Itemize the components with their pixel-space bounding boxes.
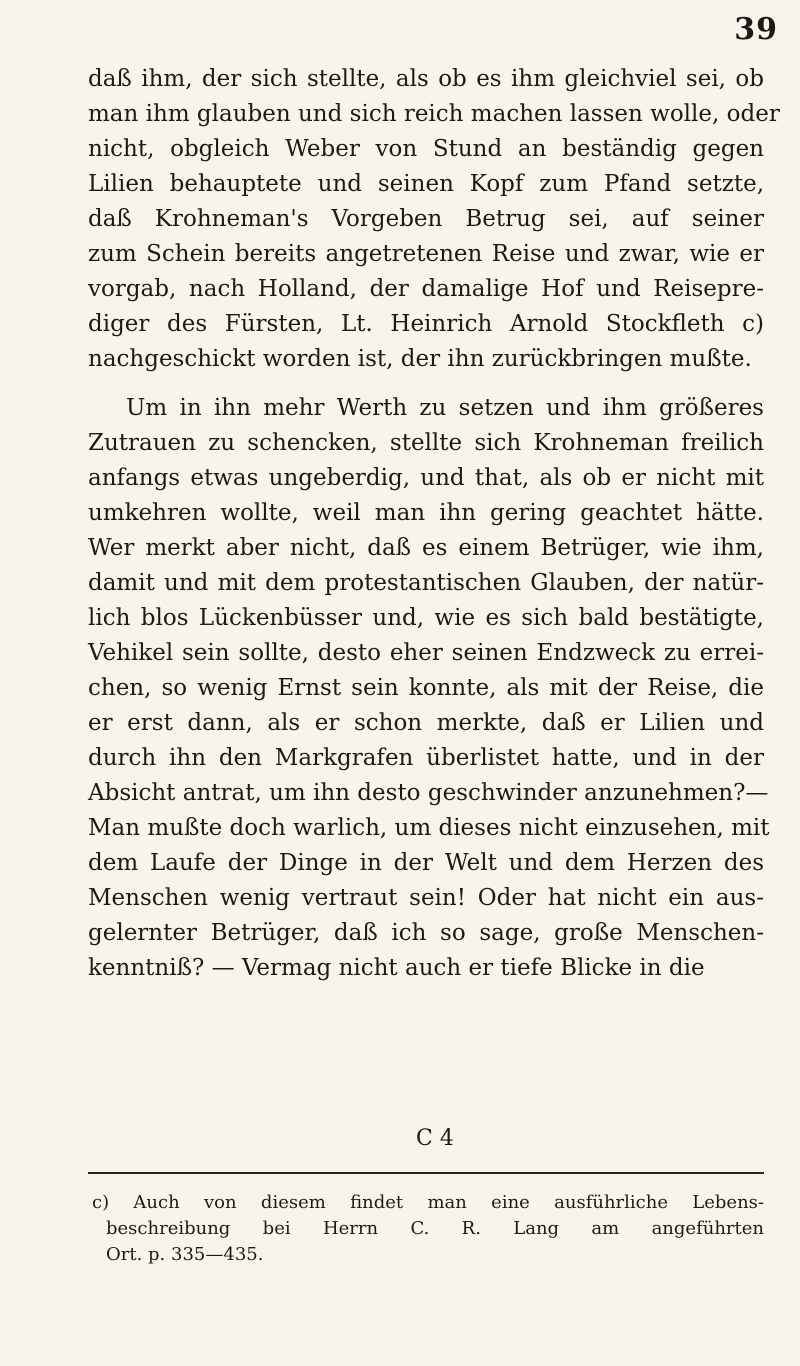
text-line: Um in ihn mehr Werth zu setzen und ihm größeres [126,395,764,421]
text-line: vorgab, nach Holland, der damalige Hof und Reisepre- [88,276,764,302]
text-line: nicht, obgleich Weber von Stund an beständig gegen [88,136,764,162]
text-line: gelernter Betrüger, daß ich so sage, große Menschen- [88,920,764,946]
text-line: chen, so wenig Ernst sein konnte, als mit der Reise, die [88,675,764,701]
text-line: Zutrauen zu schencken, stellte sich Krohneman freilich [88,430,764,456]
text-line: daß ihm, der sich stellte, als ob es ihm gleichviel sei, ob [88,66,764,92]
text-line: man ihm glauben und sich reich machen lassen wolle, oder [88,101,780,127]
page-number: 39 [734,12,778,47]
body-text [88,62,780,986]
footnote [92,1190,764,1268]
text-line: nachgeschickt worden ist, der ihn zurückbringen mußte. [88,346,752,372]
text-line: lich blos Lückenbüsser und, wie es sich bald bestätigte, [88,605,764,631]
text-line: Menschen wenig vertraut sein! Oder hat nicht ein aus- [88,885,764,911]
text-line: damit und mit dem protestantischen Glauben, der natür- [88,570,764,596]
text-line: anfangs etwas ungeberdig, und that, als ob er nicht mit [88,465,764,491]
text-line: diger des Fürsten, Lt. Heinrich Arnold Stockfleth c) [88,311,764,337]
signature-mark: C 4 [416,1126,454,1151]
text-line: dem Laufe der Dinge in der Welt und dem Herzen des [88,850,764,876]
text-line: er erst dann, als er schon merkte, daß er Lilien und [88,710,764,736]
text-line: Absicht antrat, um ihn desto geschwinder anzunehmen?— [88,780,769,806]
text-line: Lilien behauptete und seinen Kopf zum Pfand setzte, [88,171,764,197]
footnote-line: beschreibung bei Herrn C. R. Lang am angeführten [106,1218,764,1239]
text-line: Vehikel sein sollte, desto eher seinen Endzweck zu errei- [88,640,764,666]
text-line: zum Schein bereits angetretenen Reise und zwar, wie er [88,241,764,267]
footnote-line: c) Auch von diesem findet man eine ausführliche Lebens- [92,1192,764,1213]
text-line: Man mußte doch warlich, um dieses nicht einzusehen, mit [88,815,770,841]
text-line: Wer merkt aber nicht, daß es einem Betrüger, wie ihm, [88,535,764,561]
text-line: umkehren wollte, weil man ihn gering geachtet hätte. [88,500,764,526]
footnote-line: Ort. p. 335—435. [106,1244,264,1265]
text-line: durch ihn den Markgrafen überlistet hatte, und in der [88,745,764,771]
footnote-divider [88,1172,764,1174]
text-line: daß Krohneman's Vorgeben Betrug sei, auf seiner [88,206,764,232]
paragraph-spacer [88,377,764,391]
text-line: kenntniß? — Vermag nicht auch er tiefe Blicke in die [88,955,705,981]
